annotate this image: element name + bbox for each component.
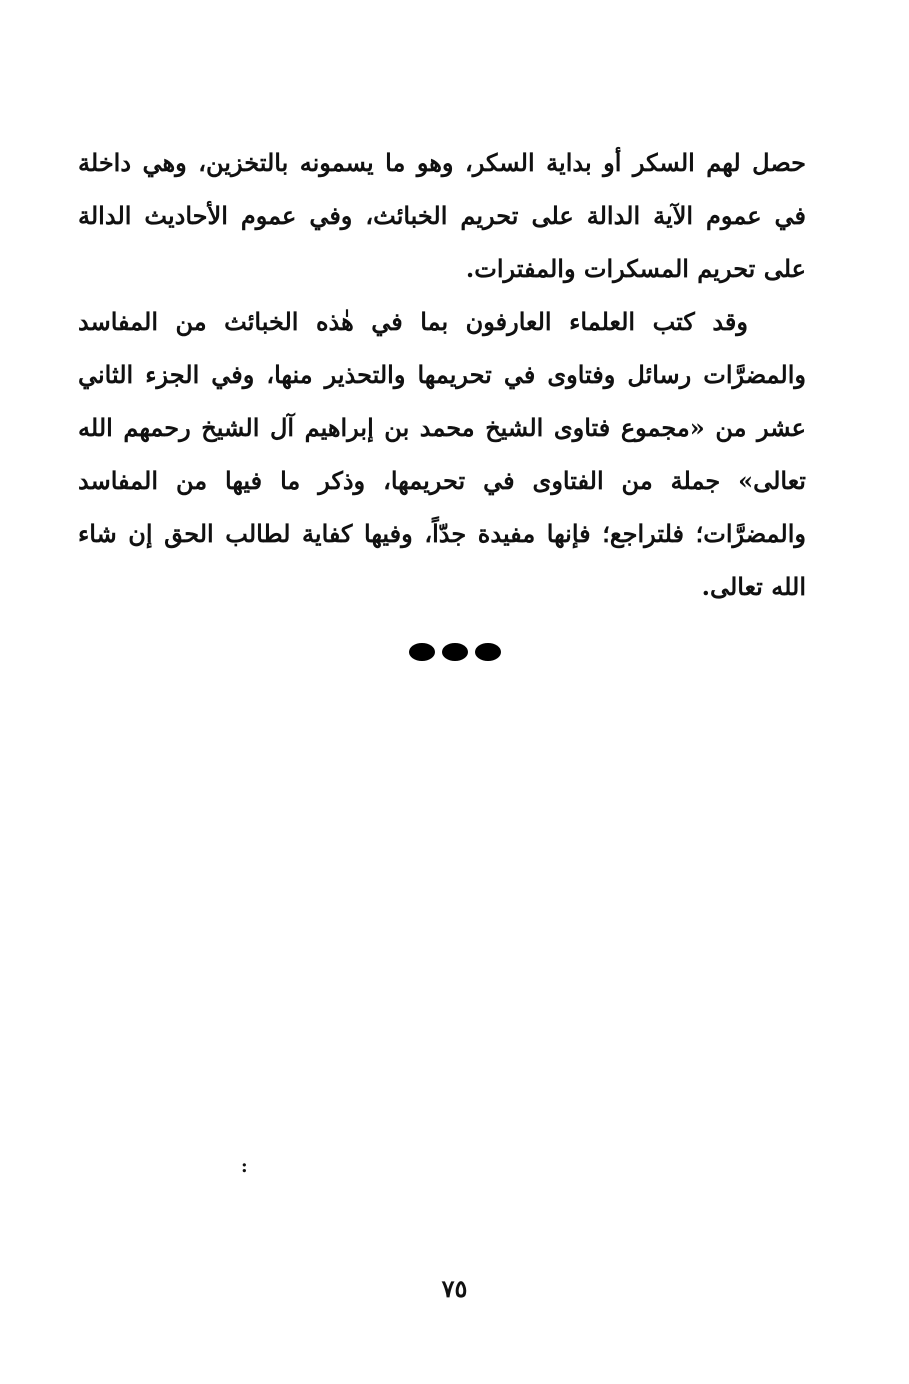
paragraph-2-text: وقد كتب العلماء العارفون بما في هٰذه الخبائث من المفاسد والمضرَّات رسائل وفتاوى في تحريمها والتحذير منها، وفي الجزء الثاني عشر من «مجموع فتاوى الشيخ محمد بن إبراهيم آل الشيخ رحمهم الله تعالى» جملة من الفتاوى في تحريمها، وذكر ما فيها من المفاسد والمضرَّات؛ فلتراجع؛ فإنها مفيدة جدّاً، وفيها كفاية لطالب الحق إن شاء الله تعالى. (78, 307, 806, 601)
stray-mark: : (241, 1156, 248, 1177)
paragraph-1-text: حصل لهم السكر أو بداية السكر، وهو ما يسمونه بالتخزين، وهي داخلة في عموم الآية الدالة على تحريم الخبائث، وفي عموم الأحاديث الدالة على تحريم المسكرات والمفترات. (78, 148, 806, 283)
page-number: ٧٥ (441, 1274, 468, 1303)
separator-dot (475, 643, 501, 661)
paragraph-1 (78, 136, 806, 295)
paragraph-2 (78, 295, 806, 613)
separator-dot (409, 643, 435, 661)
section-separator (0, 643, 909, 661)
separator-dot (442, 643, 468, 661)
